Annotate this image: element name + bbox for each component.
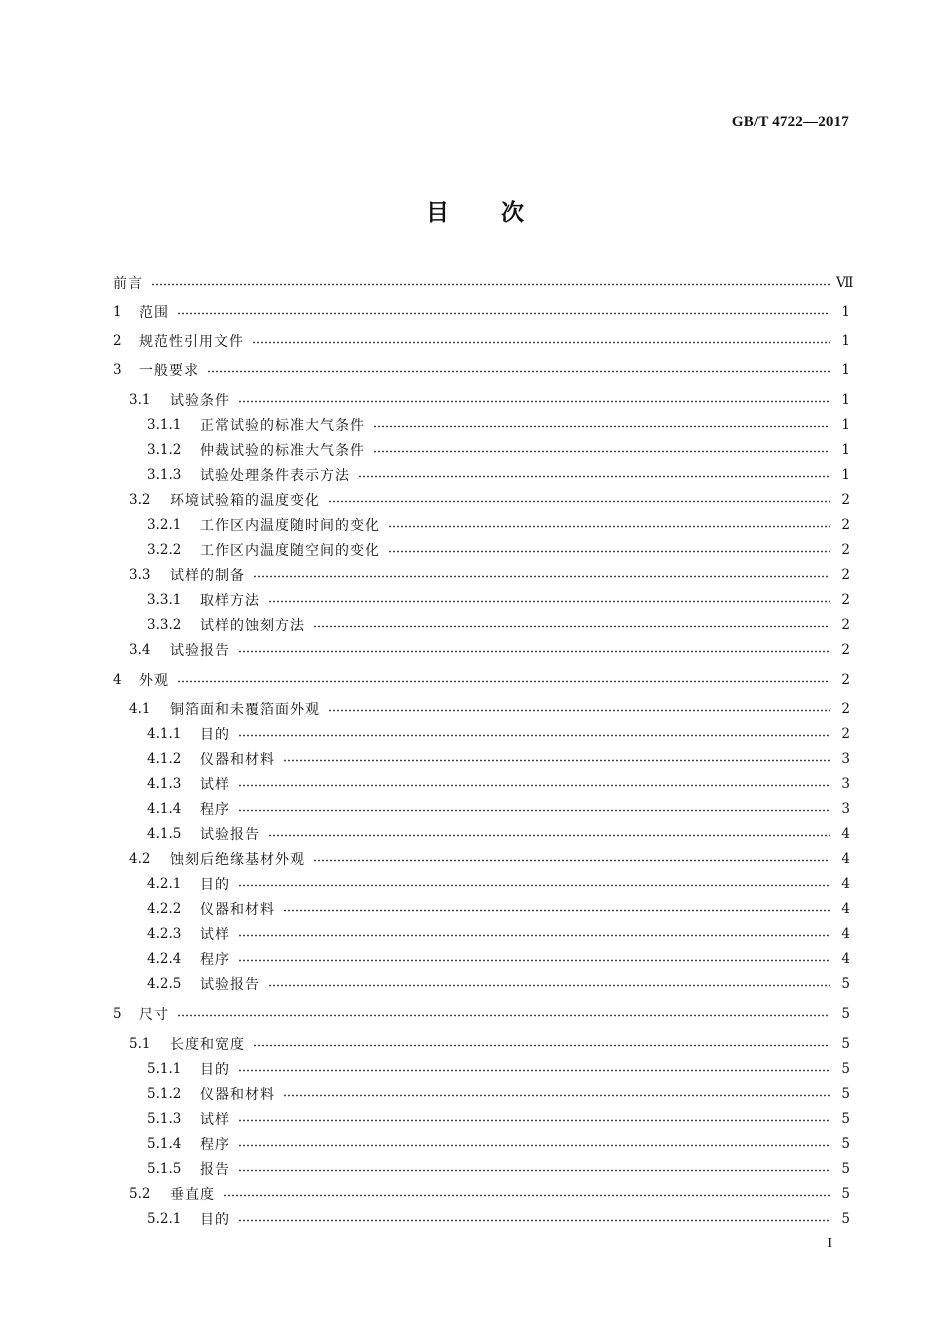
toc-entry-label: 仪器和材料 [200,902,275,918]
toc-entry-number: 5.1.2 [147,1086,182,1102]
toc-entry-label: 试验报告 [200,977,260,993]
toc-entry-page: 5 [841,1086,850,1102]
toc-entry-number: 5.1.1 [147,1061,182,1077]
toc-entry-page: 1 [841,392,850,408]
toc-entry-page: 2 [841,592,850,608]
toc-entry-label: 仪器和材料 [200,752,275,768]
toc-entry-label: 取样方法 [200,593,260,609]
toc-entry-number: 3.3.2 [147,617,182,633]
toc-entry[interactable] [113,898,850,920]
toc-entry-number: 5.1.3 [147,1111,182,1127]
toc-entry-page: 2 [841,567,850,583]
toc-entry[interactable] [113,330,850,352]
toc-entry-page: Ⅶ [836,275,854,291]
dot-leader [238,1144,830,1147]
page-title: 目次 [426,200,576,226]
dot-leader [328,500,830,503]
toc-entry[interactable] [113,614,850,636]
toc-entry-page: 2 [841,492,850,508]
toc-entry-label: 工作区内温度随空间的变化 [200,543,380,559]
toc-entry-page: 4 [841,851,850,867]
toc-entry-label: 试样的制备 [170,568,245,584]
toc-entry-page: 4 [841,826,850,842]
toc-entry-page: 5 [841,1136,850,1152]
toc-entry[interactable] [113,1083,850,1105]
toc-entry-page: 2 [841,701,850,717]
toc-entry-number: 4.1.4 [147,801,182,817]
toc-entry-number: 4.2.4 [147,951,182,967]
toc-entry-label: 环境试验箱的温度变化 [170,493,320,509]
dot-leader [238,400,830,403]
toc-entry-number: 4.2.2 [147,901,182,917]
toc-entry-page: 5 [841,976,850,992]
toc-entry-number: 4.1 [129,701,151,717]
toc-entry-page: 2 [841,726,850,742]
toc-entry-number: 3 [113,362,122,378]
toc-entry-label: 试样 [200,777,230,793]
toc-entry-number: 3.3.1 [147,592,182,608]
toc-entry-page: 5 [841,1036,850,1052]
dot-leader [358,475,830,478]
toc-entry-number: 4.2.3 [147,926,182,942]
dot-leader [313,625,830,628]
toc-entry-number: 4.1.5 [147,826,182,842]
toc-entry-page: 2 [841,617,850,633]
toc-entry-label: 程序 [200,1137,230,1153]
dot-leader [388,525,830,528]
toc-entry-label: 试样 [200,927,230,943]
toc-entry[interactable] [113,798,850,820]
toc-entry-label: 蚀刻后绝缘基材外观 [170,852,305,868]
toc-entry-label: 报告 [200,1162,230,1178]
toc-entry-label: 铜箔面和未覆箔面外观 [170,702,320,718]
toc-entry[interactable] [113,1058,850,1080]
toc-entry[interactable] [113,489,850,511]
toc-entry-page: 1 [841,362,850,378]
toc-entry-label: 规范性引用文件 [139,334,244,350]
toc-entry-label: 目的 [200,1062,230,1078]
toc-entry-label: 试验条件 [170,393,230,409]
dot-leader [313,859,830,862]
dot-leader [238,784,830,787]
toc-entry[interactable] [113,748,850,770]
toc-entry-number: 4.1.2 [147,751,182,767]
toc-entry-number: 3.1.1 [147,417,182,433]
toc-entry-label: 程序 [200,802,230,818]
dot-leader [238,1169,830,1172]
toc-entry[interactable] [113,639,850,661]
toc-entry[interactable] [113,1133,850,1155]
toc-entry-label: 前言 [113,276,143,292]
dot-leader [177,312,830,315]
toc-entry-page: 4 [841,901,850,917]
toc-entry[interactable] [113,1033,850,1055]
toc-entry[interactable] [113,514,850,536]
toc-entry-label: 目的 [200,1212,230,1228]
toc-entry-label: 试验报告 [200,827,260,843]
toc-entry-label: 长度和宽度 [170,1037,245,1053]
toc-entry-label: 试样的蚀刻方法 [200,618,305,634]
dot-leader [238,734,830,737]
dot-leader [283,1094,830,1097]
toc-entry-label: 目的 [200,727,230,743]
dot-leader [268,984,830,987]
toc-entry-number: 4.2 [129,851,151,867]
toc-entry-page: 5 [841,1006,850,1022]
page-number: I [827,1236,832,1251]
dot-leader [238,959,830,962]
toc-entry[interactable] [113,948,850,970]
toc-entry-label: 目的 [200,877,230,893]
toc-entry-number: 5 [113,1006,122,1022]
toc-entry-page: 1 [841,417,850,433]
toc-entry-number: 5.2 [129,1186,151,1202]
toc-entry[interactable] [113,823,850,845]
toc-entry[interactable] [113,1183,850,1205]
toc-entry-number: 3.2.1 [147,517,182,533]
toc-entry-number: 3.2.2 [147,542,182,558]
dot-leader [388,550,830,553]
toc-entry-page: 3 [841,801,850,817]
toc-entry[interactable] [113,1108,850,1130]
toc-entry[interactable] [113,923,850,945]
dot-leader [238,650,830,653]
dot-leader [373,425,830,428]
toc-entry-number: 1 [113,304,122,320]
toc-entry-page: 4 [841,926,850,942]
toc-entry-page: 4 [841,951,850,967]
toc-entry-label: 仲裁试验的标准大气条件 [200,443,365,459]
toc-entry-label: 尺寸 [139,1007,169,1023]
toc-entry[interactable] [113,1003,850,1025]
toc-entry-page: 2 [841,517,850,533]
toc-entry[interactable] [113,272,854,294]
toc-entry-page: 3 [841,751,850,767]
toc-entry-number: 5.1.5 [147,1161,182,1177]
dot-leader [177,1014,830,1017]
toc-entry-number: 3.4 [129,642,151,658]
dot-leader [238,934,830,937]
toc-entry[interactable] [113,873,850,895]
dot-leader [373,450,830,453]
toc-entry[interactable] [113,1158,850,1180]
toc-entry-page: 4 [841,876,850,892]
dot-leader [253,1044,830,1047]
toc-entry-number: 5.1 [129,1036,151,1052]
toc-entry-label: 工作区内温度随时间的变化 [200,518,380,534]
toc-entry[interactable] [113,723,850,745]
toc-entry[interactable] [113,698,850,720]
toc-entry[interactable] [113,589,850,611]
toc-entry[interactable] [113,1208,850,1230]
toc-entry-label: 程序 [200,952,230,968]
dot-leader [268,600,830,603]
toc-entry-page: 1 [841,304,850,320]
toc-entry[interactable] [113,669,850,691]
toc-entry-page: 1 [841,442,850,458]
toc-entry-number: 3.2 [129,492,151,508]
toc-entry-number: 5.2.1 [147,1211,182,1227]
dot-leader [283,909,830,912]
toc-entry-label: 试样 [200,1112,230,1128]
toc-entry[interactable] [113,301,850,323]
toc-entry-label: 范围 [139,305,169,321]
toc-entry-label: 正常试验的标准大气条件 [200,418,365,434]
toc-entry-number: 4.1.3 [147,776,182,792]
toc-entry-page: 2 [841,642,850,658]
toc-entry-label: 垂直度 [170,1187,215,1203]
dot-leader [268,834,830,837]
toc-entry-page: 1 [841,333,850,349]
toc-entry[interactable] [113,389,850,411]
toc-entry-number: 4 [113,672,122,688]
toc-entry[interactable] [113,439,850,461]
toc-entry-number: 3.3 [129,567,151,583]
toc-entry-page: 5 [841,1111,850,1127]
toc-entry-number: 3.1.3 [147,467,182,483]
dot-leader [328,709,830,712]
toc-entry-page: 5 [841,1211,850,1227]
dot-leader [283,759,830,762]
dot-leader [177,680,830,683]
dot-leader [238,884,830,887]
toc-entry-number: 3.1.2 [147,442,182,458]
toc-entry[interactable] [113,464,850,486]
dot-leader [207,370,830,373]
toc-entry-page: 3 [841,776,850,792]
dot-leader [253,575,830,578]
dot-leader [238,809,830,812]
toc-entry[interactable] [113,414,850,436]
toc-entry-number: 5.1.4 [147,1136,182,1152]
toc-entry[interactable] [113,973,850,995]
toc-entry-page: 5 [841,1186,850,1202]
dot-leader [238,1119,830,1122]
toc-entry-label: 一般要求 [139,363,199,379]
standard-code: GB/T 4722—2017 [731,114,849,130]
toc-entry-number: 2 [113,333,122,349]
dot-leader [238,1219,830,1222]
toc-entry-label: 试验报告 [170,643,230,659]
toc-entry-label: 外观 [139,673,169,689]
toc-entry-label: 试验处理条件表示方法 [200,468,350,484]
dot-leader [151,283,830,286]
toc-entry[interactable] [113,564,850,586]
dot-leader [223,1194,830,1197]
toc-entry[interactable] [113,359,850,381]
toc-entry-label: 仪器和材料 [200,1087,275,1103]
toc-entry-number: 4.1.1 [147,726,182,742]
toc-entry-number: 4.2.5 [147,976,182,992]
toc-entry[interactable] [113,773,850,795]
toc-entry-number: 3.1 [129,392,151,408]
toc-entry-page: 5 [841,1161,850,1177]
dot-leader [238,1069,830,1072]
toc-entry-page: 1 [841,467,850,483]
toc-entry-page: 5 [841,1061,850,1077]
toc-entry[interactable] [113,848,850,870]
toc-entry-page: 2 [841,672,850,688]
dot-leader [252,341,830,344]
toc-entry-page: 2 [841,542,850,558]
toc-entry[interactable] [113,539,850,561]
toc-entry-number: 4.2.1 [147,876,182,892]
